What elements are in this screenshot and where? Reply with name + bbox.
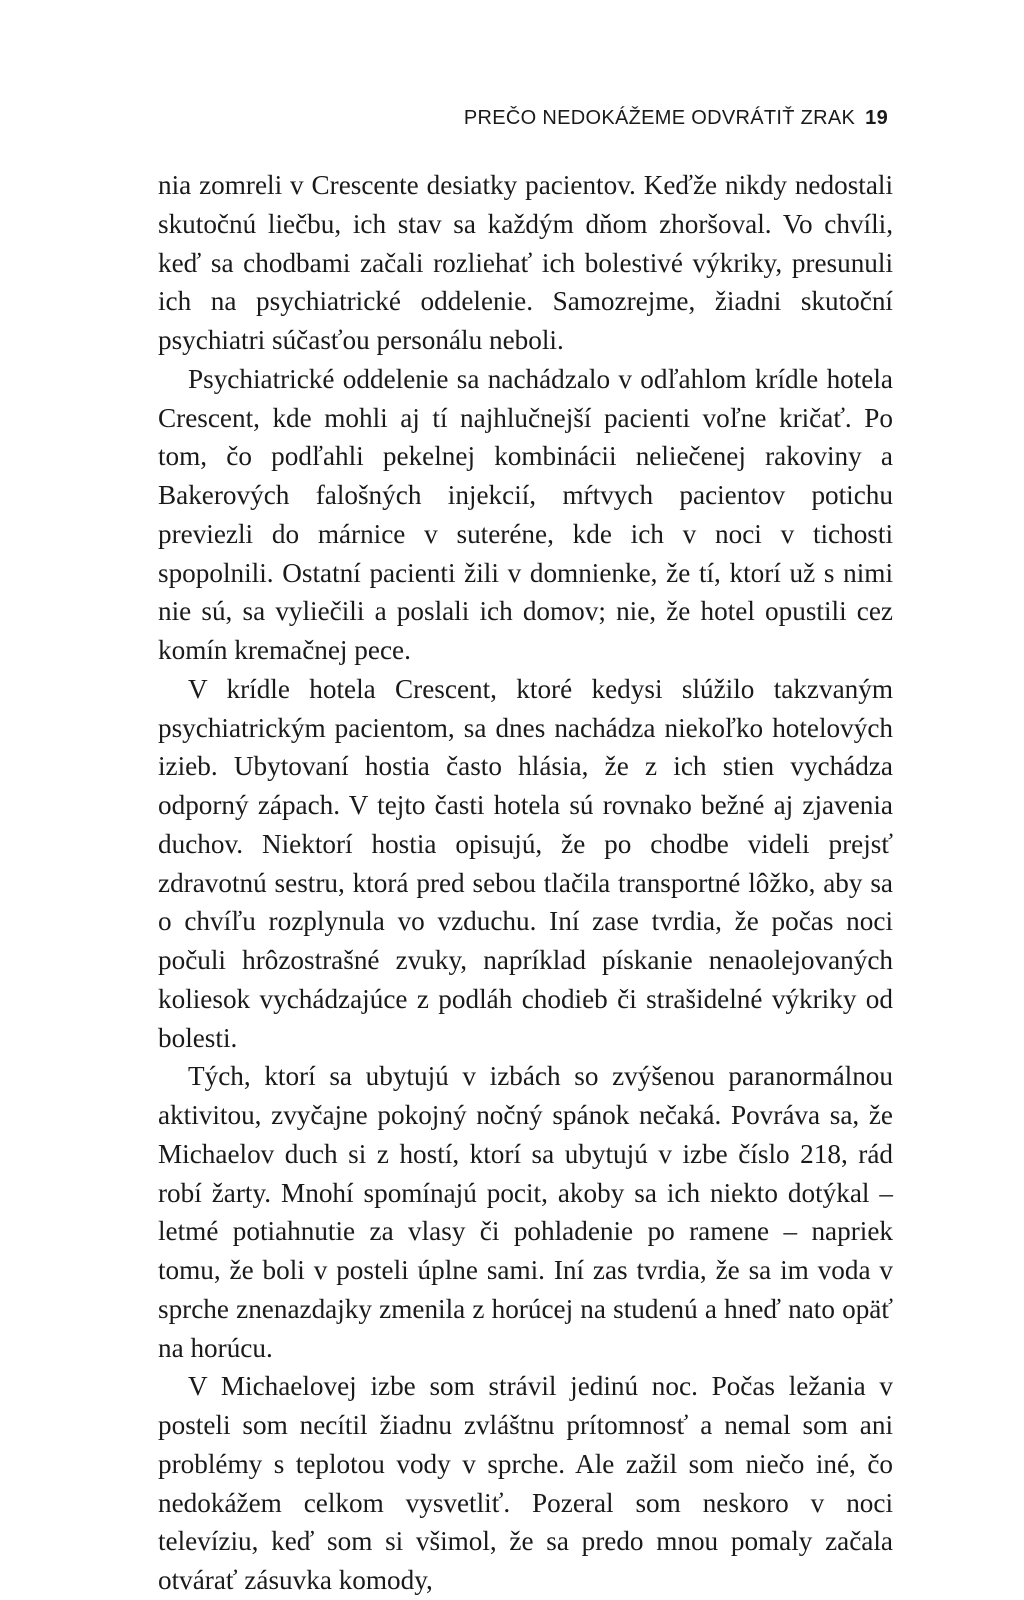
paragraph-3: V krídle hotela Crescent, ktoré kedysi slúžilo takzvaným psychiatrickým pacientom, sa dnes nachádza niekoľko hotelových izieb. Ubytovaní hostia často hlásia, že z ich stien vychádza odporný zápach. V tejto časti hotela sú rovnako bežné aj zjavenia duchov. Niektorí hostia opisujú, že po chodbe videli prejsť zdravotnú sestru, ktorá pred sebou tlačila transportné lôžko, aby sa o chvíľu rozplynula vo vzduchu. Iní zase tvrdia, že počas noci počuli hrôzostrašné zvuky, napríklad pískanie nenaolejovaných koliesok vychádzajúce z podláh chodieb či strašidelné výkriky od bolesti. [158, 673, 893, 1053]
body-text [158, 166, 893, 1600]
chapter-title: PREČO NEDOKÁŽEME ODVRÁTIŤ ZRAK [463, 107, 856, 129]
page-number: 19 [865, 107, 888, 129]
paragraph-2: Psychiatrické oddelenie sa nachádzalo v odľahlom krídle hotela Crescent, kde mohli aj tí najhlučnejší pacienti voľne kričať. Po tom, čo podľahli pekelnej kombinácii neliečenej rakoviny a Bakerových falošných injekcií, mŕtvych pacientov potichu previezli do márnice v suteréne, kde ich v noci v tichosti spopolnili. Ostatní pacienti žili v domnienke, že tí, ktorí už s nimi nie sú, sa vyliečili a poslali ich domov; nie, že hotel opustili cez komín kremačnej pece. [158, 363, 893, 665]
running-header [158, 104, 888, 132]
paragraph-4: Tých, ktorí sa ubytujú v izbách so zvýšenou paranormálnou aktivitou, zvyčajne pokojný nočný spánok nečaká. Povráva sa, že Michaelov duch si z hostí, ktorí sa ubytujú v izbe číslo 218, rád robí žarty. Mnohí spomínajú pocit, akoby sa ich niekto dotýkal – letmé potiahnutie za vlasy či pohladenie po ramene – napriek tomu, že boli v posteli úplne sami. Iní zas tvrdia, že sa im voda v sprche znenazdajky zmenila z horúcej na studenú a hneď nato opäť na horúcu. [158, 1061, 893, 1363]
paragraph-5: V Michaelovej izbe som strávil jedinú noc. Počas ležania v posteli som necítil žiadnu zvláštnu prítomnosť a nemal som ani problémy s teplotou vody v sprche. Ale zažil som niečo iné, čo nedokážem celkom vysvetliť. Pozeral som neskoro v noci televíziu, keď som si všimol, že sa predo mnou pomaly začala otvárať zásuvka komody, [158, 1371, 893, 1595]
paragraph-1: nia zomreli v Crescente desiatky pacientov. Keďže nikdy nedostali skutočnú liečbu, ich stav sa každým dňom zhoršoval. Vo chvíli, keď sa chodbami začali rozliehať ich bolestivé výkriky, presunuli ich na psychiatrické oddelenie. Samozrejme, žiadni skutoční psychiatri súčasťou personálu neboli. [158, 170, 893, 355]
